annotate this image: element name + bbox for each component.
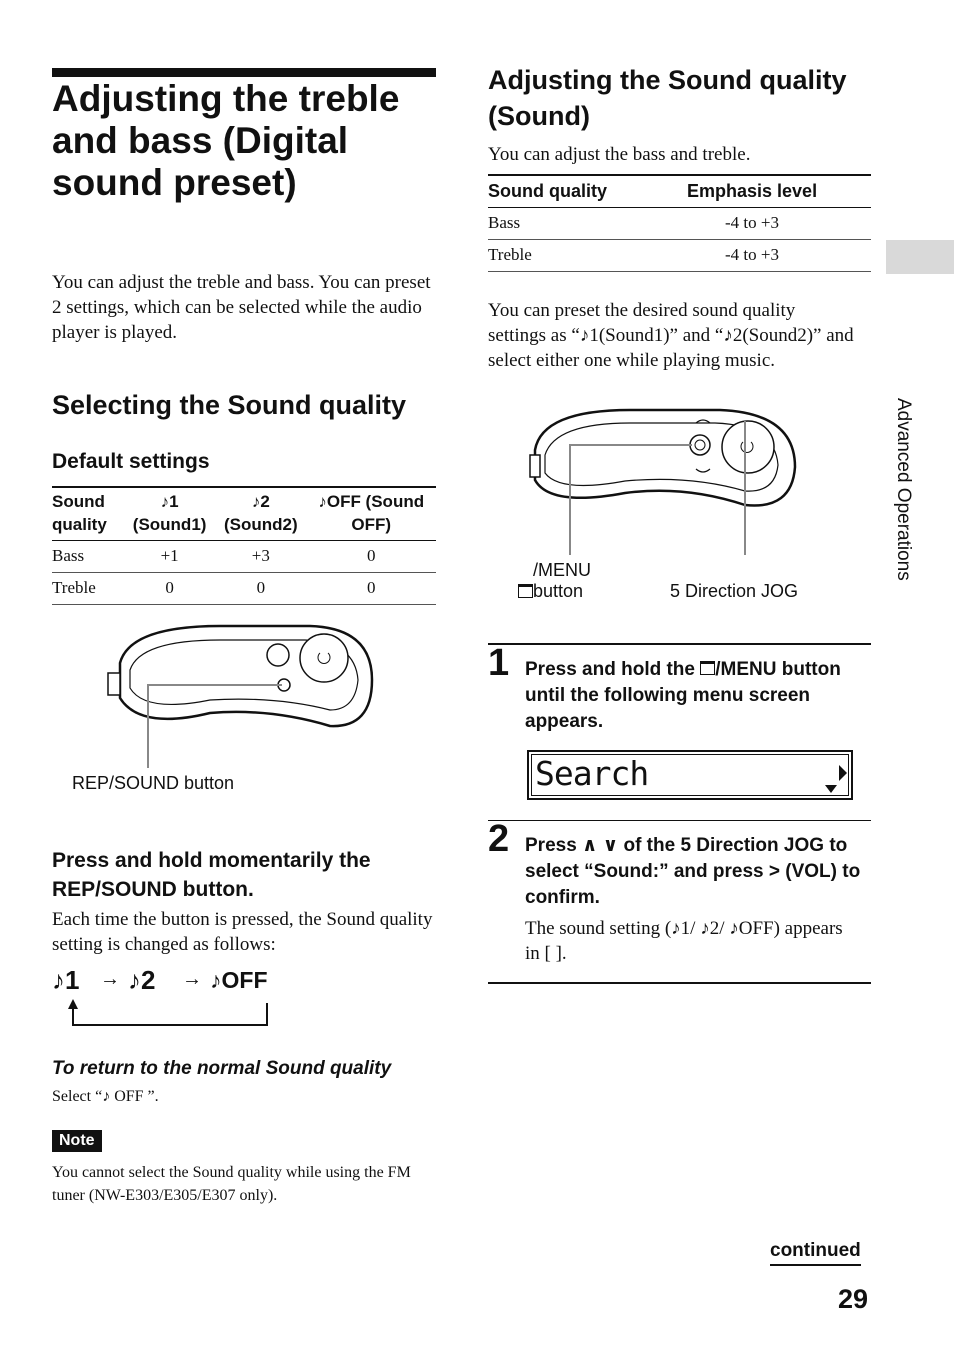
step1-text-a: Press and hold the — [525, 659, 701, 680]
step-divider — [488, 643, 871, 645]
table-cell: +3 — [215, 541, 306, 573]
table-row — [52, 541, 436, 573]
step2-paragraph: The sound setting (♪1/ ♪2/ ♪OFF) appears in [ ]. — [525, 918, 843, 964]
triangle-down-icon — [825, 785, 837, 793]
cycle-return-arrow — [66, 999, 272, 1029]
table-cell: 0 — [306, 573, 436, 605]
table-cell: Treble — [52, 573, 124, 605]
intro-paragraph: You can adjust the treble and bass. You can preset 2 settings, which can be selected while the audio player is played. — [52, 272, 431, 343]
table-header: Sound quality — [488, 175, 685, 208]
triangle-right-icon — [839, 765, 847, 781]
note-badge: Note — [52, 1130, 102, 1152]
sound-quality-table — [488, 174, 871, 272]
default-settings-table — [52, 486, 436, 605]
return-paragraph: Select “♪ OFF ”. — [52, 1088, 159, 1105]
player-illustration-rep — [100, 618, 390, 778]
step-divider — [488, 982, 871, 984]
page-number: 29 — [838, 1284, 869, 1314]
menu-label-text: /MENU button — [533, 560, 591, 601]
cycle-item: ♪2 — [128, 965, 156, 995]
table-cell: 0 — [306, 541, 436, 573]
table-cell: 0 — [124, 573, 215, 605]
table-row — [488, 208, 871, 240]
section-tab-label: Advanced Operations — [893, 398, 914, 581]
menu-button-label — [518, 560, 633, 602]
table-cell: Bass — [488, 208, 685, 240]
adjust-intro-paragraph: You can adjust the bass and treble. — [488, 144, 751, 165]
continued-label: continued — [770, 1240, 861, 1266]
table-cell: -4 to +3 — [685, 240, 871, 272]
section-heading-select: Selecting the Sound quality — [52, 390, 407, 420]
page-title: Adjusting the treble and bass (Digital sound preset) — [52, 78, 400, 203]
step-number: 1 — [488, 642, 510, 684]
table-cell: -4 to +3 — [685, 208, 871, 240]
note-paragraph: You cannot select the Sound quality while using the FM tuner (NW-E303/E305/E307 only). — [52, 1164, 411, 1204]
step-divider — [488, 820, 871, 821]
return-heading: To return to the normal Sound quality — [52, 1058, 392, 1079]
table-header: ♪1 (Sound1) — [124, 487, 215, 541]
table-row — [52, 573, 436, 605]
table-cell: +1 — [124, 541, 215, 573]
press-paragraph: Each time the button is pressed, the Sound quality setting is changed as follows: — [52, 909, 433, 955]
table-header: Sound quality — [52, 487, 124, 541]
arrow-right-icon: → — [182, 968, 202, 990]
step-number: 2 — [488, 818, 510, 860]
step1-instruction — [525, 657, 865, 735]
lcd-text: Search — [535, 754, 649, 793]
table-cell: Bass — [52, 541, 124, 573]
lcd-screen — [527, 750, 853, 800]
preset-paragraph: You can preset the desired sound quality settings as “♪1(Sound1)” and “♪2(Sound2)” and select either one while playing music. — [488, 300, 854, 371]
section-heading-adjust: Adjusting the Sound quality (Sound) — [488, 65, 847, 131]
table-header: ♪OFF (Sound OFF) — [306, 487, 436, 541]
sound-cycle-diagram — [52, 965, 312, 1030]
default-settings-heading: Default settings — [52, 450, 210, 473]
section-tab — [886, 240, 954, 274]
rep-sound-button-label: REP/SOUND button — [72, 773, 235, 793]
title-rule — [52, 68, 436, 77]
player-illustration-menu — [520, 405, 805, 555]
table-header: Emphasis level — [685, 175, 871, 208]
table-row — [488, 240, 871, 272]
folder-icon — [700, 661, 715, 675]
arrow-right-icon: → — [100, 968, 120, 990]
table-header: ♪2 (Sound2) — [215, 487, 306, 541]
folder-icon — [518, 584, 533, 598]
table-cell: Treble — [488, 240, 685, 272]
table-cell: 0 — [215, 573, 306, 605]
jog-label: 5 Direction JOG — [670, 581, 799, 601]
press-heading: Press and hold momentarily the REP/SOUND button. — [52, 849, 371, 901]
step1-text-b: /MENU button until the following menu screen appears. — [525, 659, 841, 732]
cycle-item: ♪OFF — [210, 967, 268, 993]
step2-instruction: Press ∧ ∨ of the 5 Direction JOG to select “Sound:” and press > (VOL) to confirm. — [525, 835, 861, 908]
cycle-item: ♪1 — [52, 965, 80, 995]
